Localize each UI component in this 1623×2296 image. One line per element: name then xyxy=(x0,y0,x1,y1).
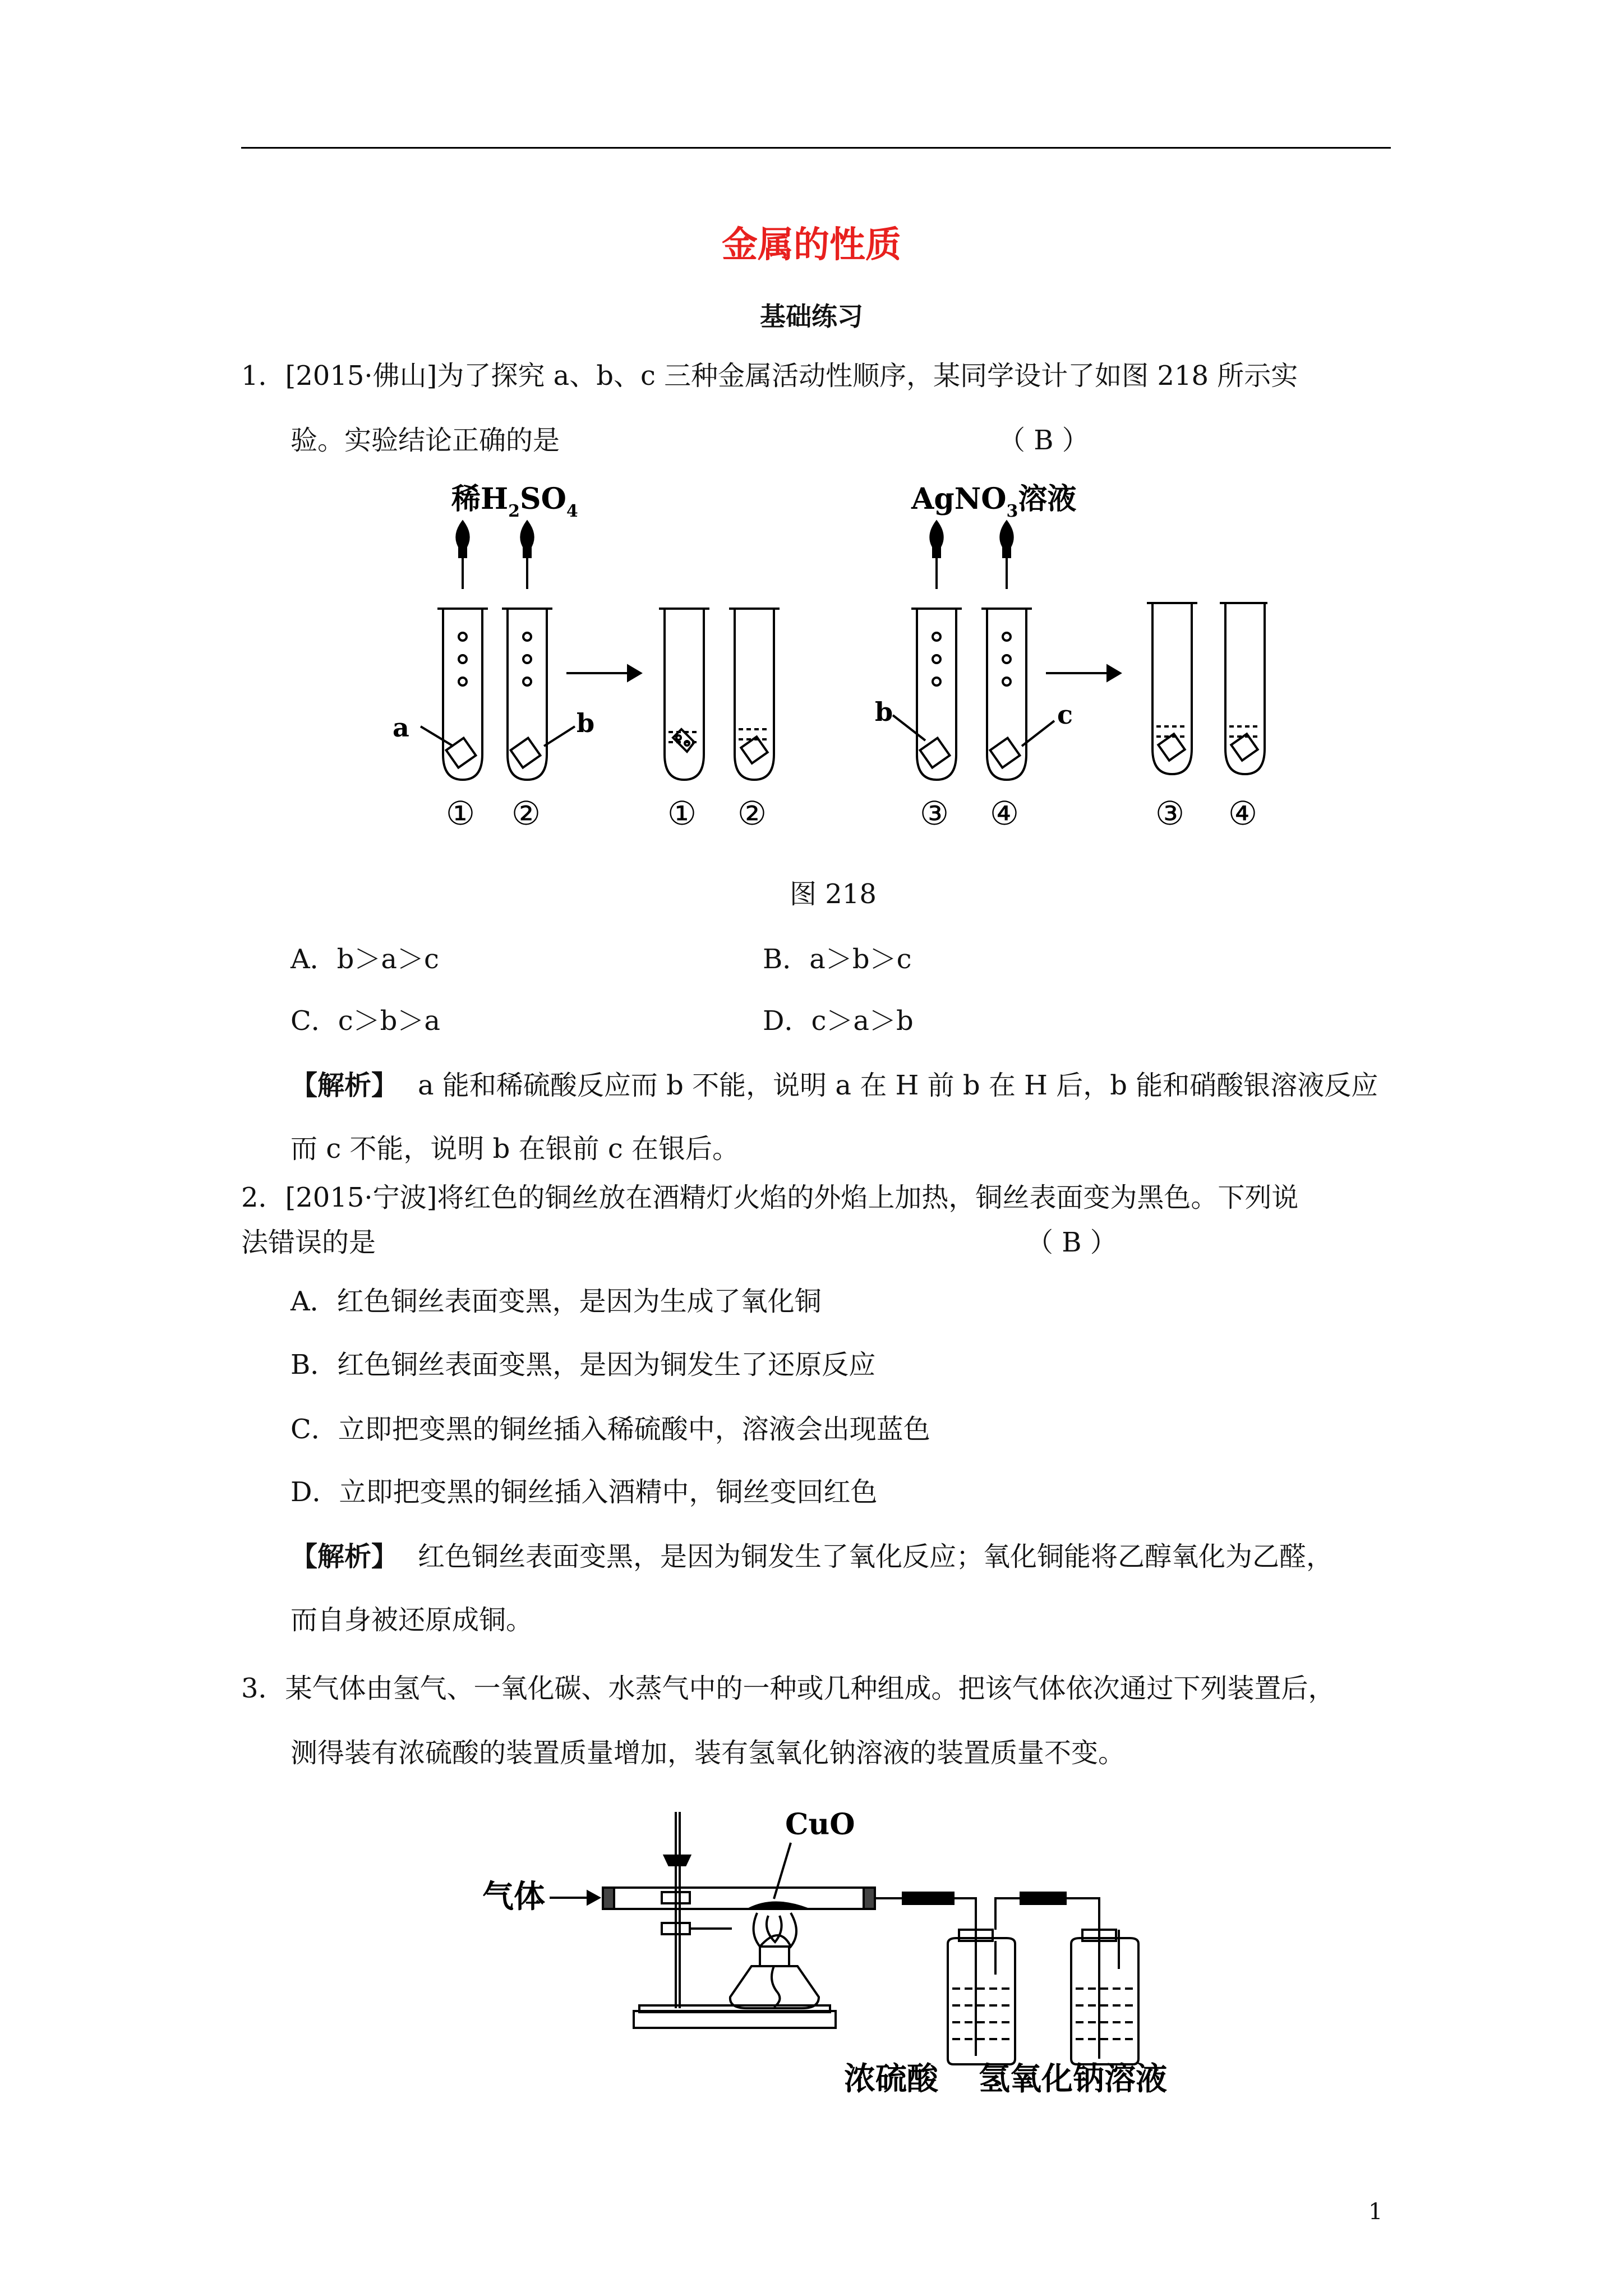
q2-option-d: D．立即把变黑的铜丝插入酒精中，铜丝变回红色 xyxy=(291,1476,878,1508)
dropper-icon xyxy=(457,522,468,589)
q2-option-c: C．立即把变黑的铜丝插入稀硫酸中，溶液会出现蓝色 xyxy=(291,1414,930,1445)
q1-option-d: D．c＞a＞b xyxy=(763,1005,914,1037)
figure-caption: 图 218 xyxy=(790,878,877,910)
q1-option-b: B．a＞b＞c xyxy=(763,944,912,975)
test-tube-icon xyxy=(659,609,709,780)
label-b: b xyxy=(875,697,893,727)
dropper-icon xyxy=(930,522,942,589)
q1-analysis-line1: a 能和稀硫酸反应而 b 不能，说明 a 在 H 前 b 在 H 后，b 能和硝酸银溶液反应 xyxy=(418,1070,1378,1101)
q1-option-a: A．b＞a＞c xyxy=(291,944,439,975)
q1-stem-line1: 1．[2015·佛山]为了探究 a、b、c 三种金属活动性顺序，某同学设计了如图 218 所示实 xyxy=(241,360,1298,392)
gas-label: 气体 xyxy=(482,1878,545,1915)
q1-stem-line2: 验。实验结论正确的是 xyxy=(291,425,560,456)
tube-label: ② xyxy=(511,794,541,832)
test-tube-icon xyxy=(437,609,488,780)
alcohol-burner-icon xyxy=(730,1913,819,2008)
figure-218-test-tubes xyxy=(381,474,1267,844)
reagent-label: 稀H xyxy=(451,482,509,516)
tube-label: ① xyxy=(667,794,697,832)
tube-label: ③ xyxy=(920,794,949,832)
q2-option-b: B．红色铜丝表面变黑，是因为铜发生了还原反应 xyxy=(291,1349,876,1381)
q3-stem-line2: 测得装有浓硫酸的装置质量增加，装有氢氧化钠溶液的装置质量不变。 xyxy=(291,1737,1126,1769)
washing-bottle-icon xyxy=(948,1930,1015,2064)
test-tube-icon xyxy=(502,609,552,780)
q1-option-c: C．c＞b＞a xyxy=(291,1005,440,1037)
test-tube-icon xyxy=(911,609,962,780)
combustion-tube-icon xyxy=(603,1888,875,1909)
q2-stem-line2: 法错误的是 xyxy=(241,1227,376,1258)
cuo-label: CuO xyxy=(785,1807,855,1842)
tube-label: ① xyxy=(446,794,475,832)
q2-analysis-line2: 而自身被还原成铜。 xyxy=(291,1604,533,1636)
tube-label: ④ xyxy=(1228,794,1257,832)
label-a: a xyxy=(393,712,409,743)
test-tube-icon xyxy=(729,609,780,780)
label-c: c xyxy=(1057,700,1073,730)
q1-answer: （ B ） xyxy=(998,425,1089,456)
test-tube-icon xyxy=(981,609,1032,780)
q2-analysis-label: 【解析】 xyxy=(291,1541,399,1572)
q3-stem-line1: 3．某气体由氢气、一氧化碳、水蒸气中的一种或几种组成。把该气体依次通过下列装置后， xyxy=(241,1673,1335,1704)
tube-label: ④ xyxy=(990,794,1019,832)
label-b: b xyxy=(577,708,595,738)
q1-analysis-label: 【解析】 xyxy=(291,1070,399,1101)
svg-text:AgNO3溶液: AgNO$_3$溶液 xyxy=(911,482,1077,521)
bottle1-label: 浓硫酸 xyxy=(844,2060,938,2097)
figure-gas-apparatus xyxy=(477,1795,1195,2132)
bottle2-label: 氢氧化钠溶液 xyxy=(979,2060,1167,2097)
dropper-icon xyxy=(1000,522,1012,589)
q2-analysis-line1: 红色铜丝表面变黑，是因为铜发生了氧化反应；氧化铜能将乙醇氧化为乙醛， xyxy=(418,1541,1334,1572)
svg-text:稀H2SO4: 稀$H_2SO_4$ xyxy=(451,482,578,521)
q2-answer: （ B ） xyxy=(1026,1227,1117,1258)
test-tube-icon xyxy=(1147,603,1197,774)
tube-label: ③ xyxy=(1155,794,1184,832)
reagent-label: AgNO xyxy=(911,482,1007,516)
q2-option-a: A．红色铜丝表面变黑，是因为生成了氧化铜 xyxy=(291,1286,822,1317)
header-rule xyxy=(241,147,1391,149)
dropper-icon xyxy=(521,522,533,589)
cuo-powder-icon xyxy=(749,1903,808,1910)
page-number: 1 xyxy=(1368,2199,1383,2225)
q1-analysis-line2: 而 c 不能，说明 b 在银前 c 在银后。 xyxy=(291,1133,740,1165)
tube-label: ② xyxy=(737,794,767,832)
washing-bottle-icon xyxy=(1071,1930,1138,2064)
q2-stem-line1: 2．[2015·宁波]将红色的铜丝放在酒精灯火焰的外焰上加热，铜丝表面变为黑色。下列说 xyxy=(241,1182,1299,1213)
test-tube-icon xyxy=(1220,603,1267,774)
page-title: 金属的性质 xyxy=(722,224,901,266)
section-subtitle: 基础练习 xyxy=(760,301,863,332)
